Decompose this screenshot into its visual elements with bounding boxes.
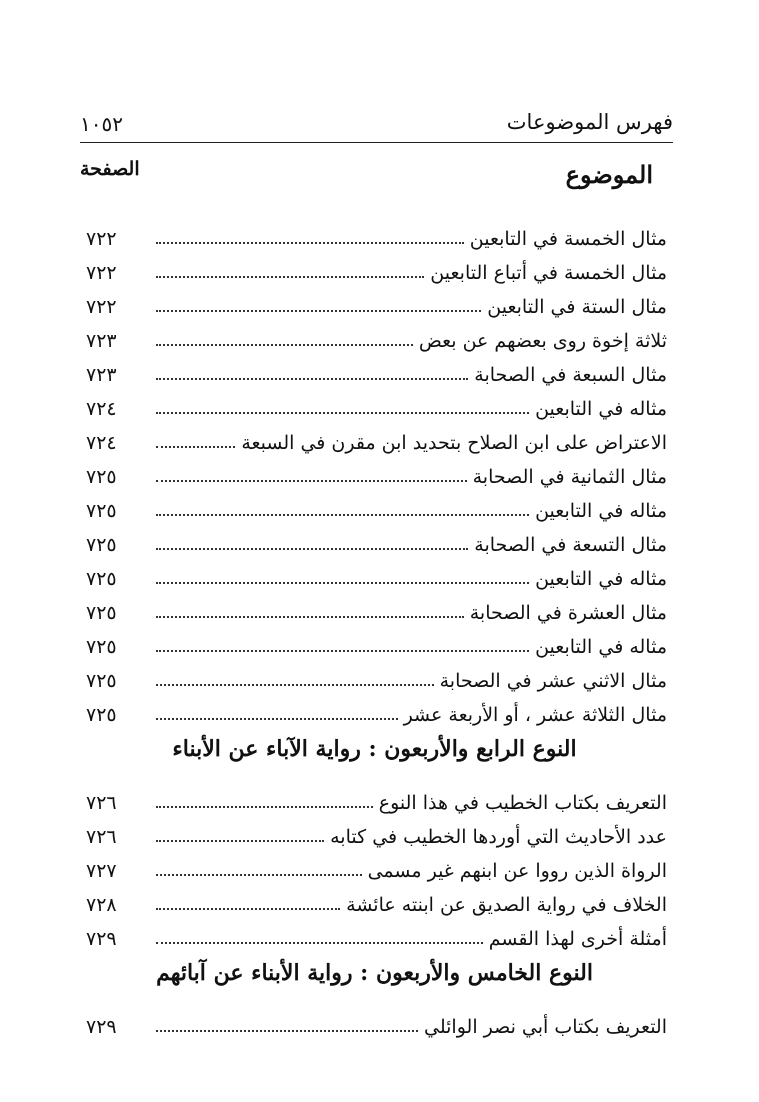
leader-dots: [156, 872, 362, 876]
entry-page-number: ٧٢٦: [86, 826, 117, 848]
toc-entry: [86, 526, 667, 556]
toc-entry: [86, 424, 667, 454]
entry-page-number: ٧٢٤: [86, 432, 117, 454]
toc-entry: [86, 254, 667, 284]
toc-entry: [86, 818, 667, 848]
leader-dots: [156, 614, 464, 618]
entry-page-number: ٧٢٤: [86, 398, 117, 420]
entry-page-number: ٧٢٥: [86, 534, 117, 556]
entry-page-number: ٧٢٥: [86, 602, 117, 624]
entry-page-number: ٧٢٩: [86, 1016, 117, 1038]
page-number: ١٠٥٢: [80, 112, 123, 136]
leader-dots: [156, 1028, 418, 1032]
entry-title: أمثلة أخرى لهذا القسم: [488, 928, 667, 950]
entry-page-number: ٧٢٢: [86, 296, 117, 318]
entry-title: مثال الخمسة في أتباع التابعين: [430, 262, 667, 284]
entry-page-number: ٧٢٥: [86, 568, 117, 590]
entry-page-number: ٧٢٥: [86, 704, 117, 726]
toc-entry: [86, 560, 667, 590]
leader-dots: [156, 410, 529, 414]
running-title: فهرس الموضوعات: [506, 110, 673, 134]
leader-dots: [156, 274, 424, 278]
toc-entry: [86, 322, 667, 352]
entry-page-number: ٧٢٥: [86, 500, 117, 522]
leader-dots: [156, 512, 529, 516]
toc-entry: [86, 594, 667, 624]
leader-dots: [156, 906, 340, 910]
entry-title: مثال التسعة في الصحابة: [474, 534, 667, 556]
entry-title: مثاله في التابعين: [535, 398, 667, 420]
leader-dots: [156, 308, 481, 312]
entry-title: التعريف بكتاب أبي نصر الوائلي: [424, 1016, 667, 1038]
leader-dots: [156, 342, 413, 346]
entry-page-number: ٧٢٣: [86, 364, 117, 386]
toc-entry: [86, 390, 667, 420]
leader-dots: [156, 716, 398, 720]
entry-title: مثاله في التابعين: [535, 636, 667, 658]
leader-dots: [156, 546, 468, 550]
entry-title: مثال السبعة في الصحابة: [474, 364, 667, 386]
entry-title: مثال الثلاثة عشر ، أو الأربعة عشر: [403, 704, 667, 726]
leader-dots: [156, 376, 468, 380]
toc-entry: [86, 886, 667, 916]
leader-dots: [156, 444, 235, 448]
toc-entry: [86, 696, 667, 726]
toc-entry: [86, 852, 667, 882]
entry-title: ثلاثة إخوة روى بعضهم عن بعض: [418, 330, 667, 352]
entry-title: الخلاف في رواية الصديق عن ابنته عائشة: [346, 894, 667, 916]
entry-page-number: ٧٢٥: [86, 636, 117, 658]
leader-dots: [156, 940, 483, 944]
leader-dots: [156, 240, 464, 244]
toc-entry: [86, 784, 667, 814]
entry-page-number: ٧٢٢: [86, 262, 117, 284]
entry-title: مثاله في التابعين: [535, 500, 667, 522]
toc-entry: [86, 356, 667, 386]
toc-entry: [86, 628, 667, 658]
toc-entry: [86, 920, 667, 950]
toc-entry: [86, 458, 667, 488]
entry-page-number: ٧٢٦: [86, 792, 117, 814]
entry-page-number: ٧٢٧: [86, 860, 117, 882]
entry-title: مثال الستة في التابعين: [487, 296, 667, 318]
toc-entry: [86, 492, 667, 522]
leader-dots: [156, 648, 529, 652]
leader-dots: [156, 838, 324, 842]
toc-entry: [86, 288, 667, 318]
entry-title: مثال الخمسة في التابعين: [469, 228, 667, 250]
running-header: [80, 108, 673, 143]
entry-page-number: ٧٢٩: [86, 928, 117, 950]
entry-page-number: ٧٢٨: [86, 894, 117, 916]
section-heading-45: النوع الخامس والأربعون : رواية الأبناء عن آبائهم: [156, 960, 593, 986]
column-heading-page: الصفحة: [80, 158, 140, 180]
entry-page-number: ٧٢٣: [86, 330, 117, 352]
leader-dots: [156, 478, 467, 482]
entry-page-number: ٧٢٢: [86, 228, 117, 250]
toc-entry: [86, 220, 667, 250]
section-heading-44: النوع الرابع والأربعون : رواية الآباء عن الأبناء: [172, 736, 577, 762]
toc-entry: [86, 1008, 667, 1038]
entry-title: مثاله في التابعين: [535, 568, 667, 590]
entry-title: التعريف بكتاب الخطيب في هذا النوع: [378, 792, 667, 814]
entry-page-number: ٧٢٥: [86, 670, 117, 692]
entry-title: مثال العشرة في الصحابة: [469, 602, 667, 624]
entry-title: مثال الاثني عشر في الصحابة: [439, 670, 667, 692]
toc-entry: [86, 662, 667, 692]
entry-title: عدد الأحاديث التي أوردها الخطيب في كتابه: [330, 826, 667, 848]
leader-dots: [156, 682, 434, 686]
leader-dots: [156, 804, 373, 808]
column-heading-topic: الموضوع: [565, 160, 653, 189]
leader-dots: [156, 580, 529, 584]
entry-title: الاعتراض على ابن الصلاح بتحديد ابن مقرن في السبعة: [241, 432, 667, 454]
entry-title: مثال الثمانية في الصحابة: [472, 466, 667, 488]
entry-title: الرواة الذين رووا عن ابنهم غير مسمى: [367, 860, 667, 882]
entry-page-number: ٧٢٥: [86, 466, 117, 488]
